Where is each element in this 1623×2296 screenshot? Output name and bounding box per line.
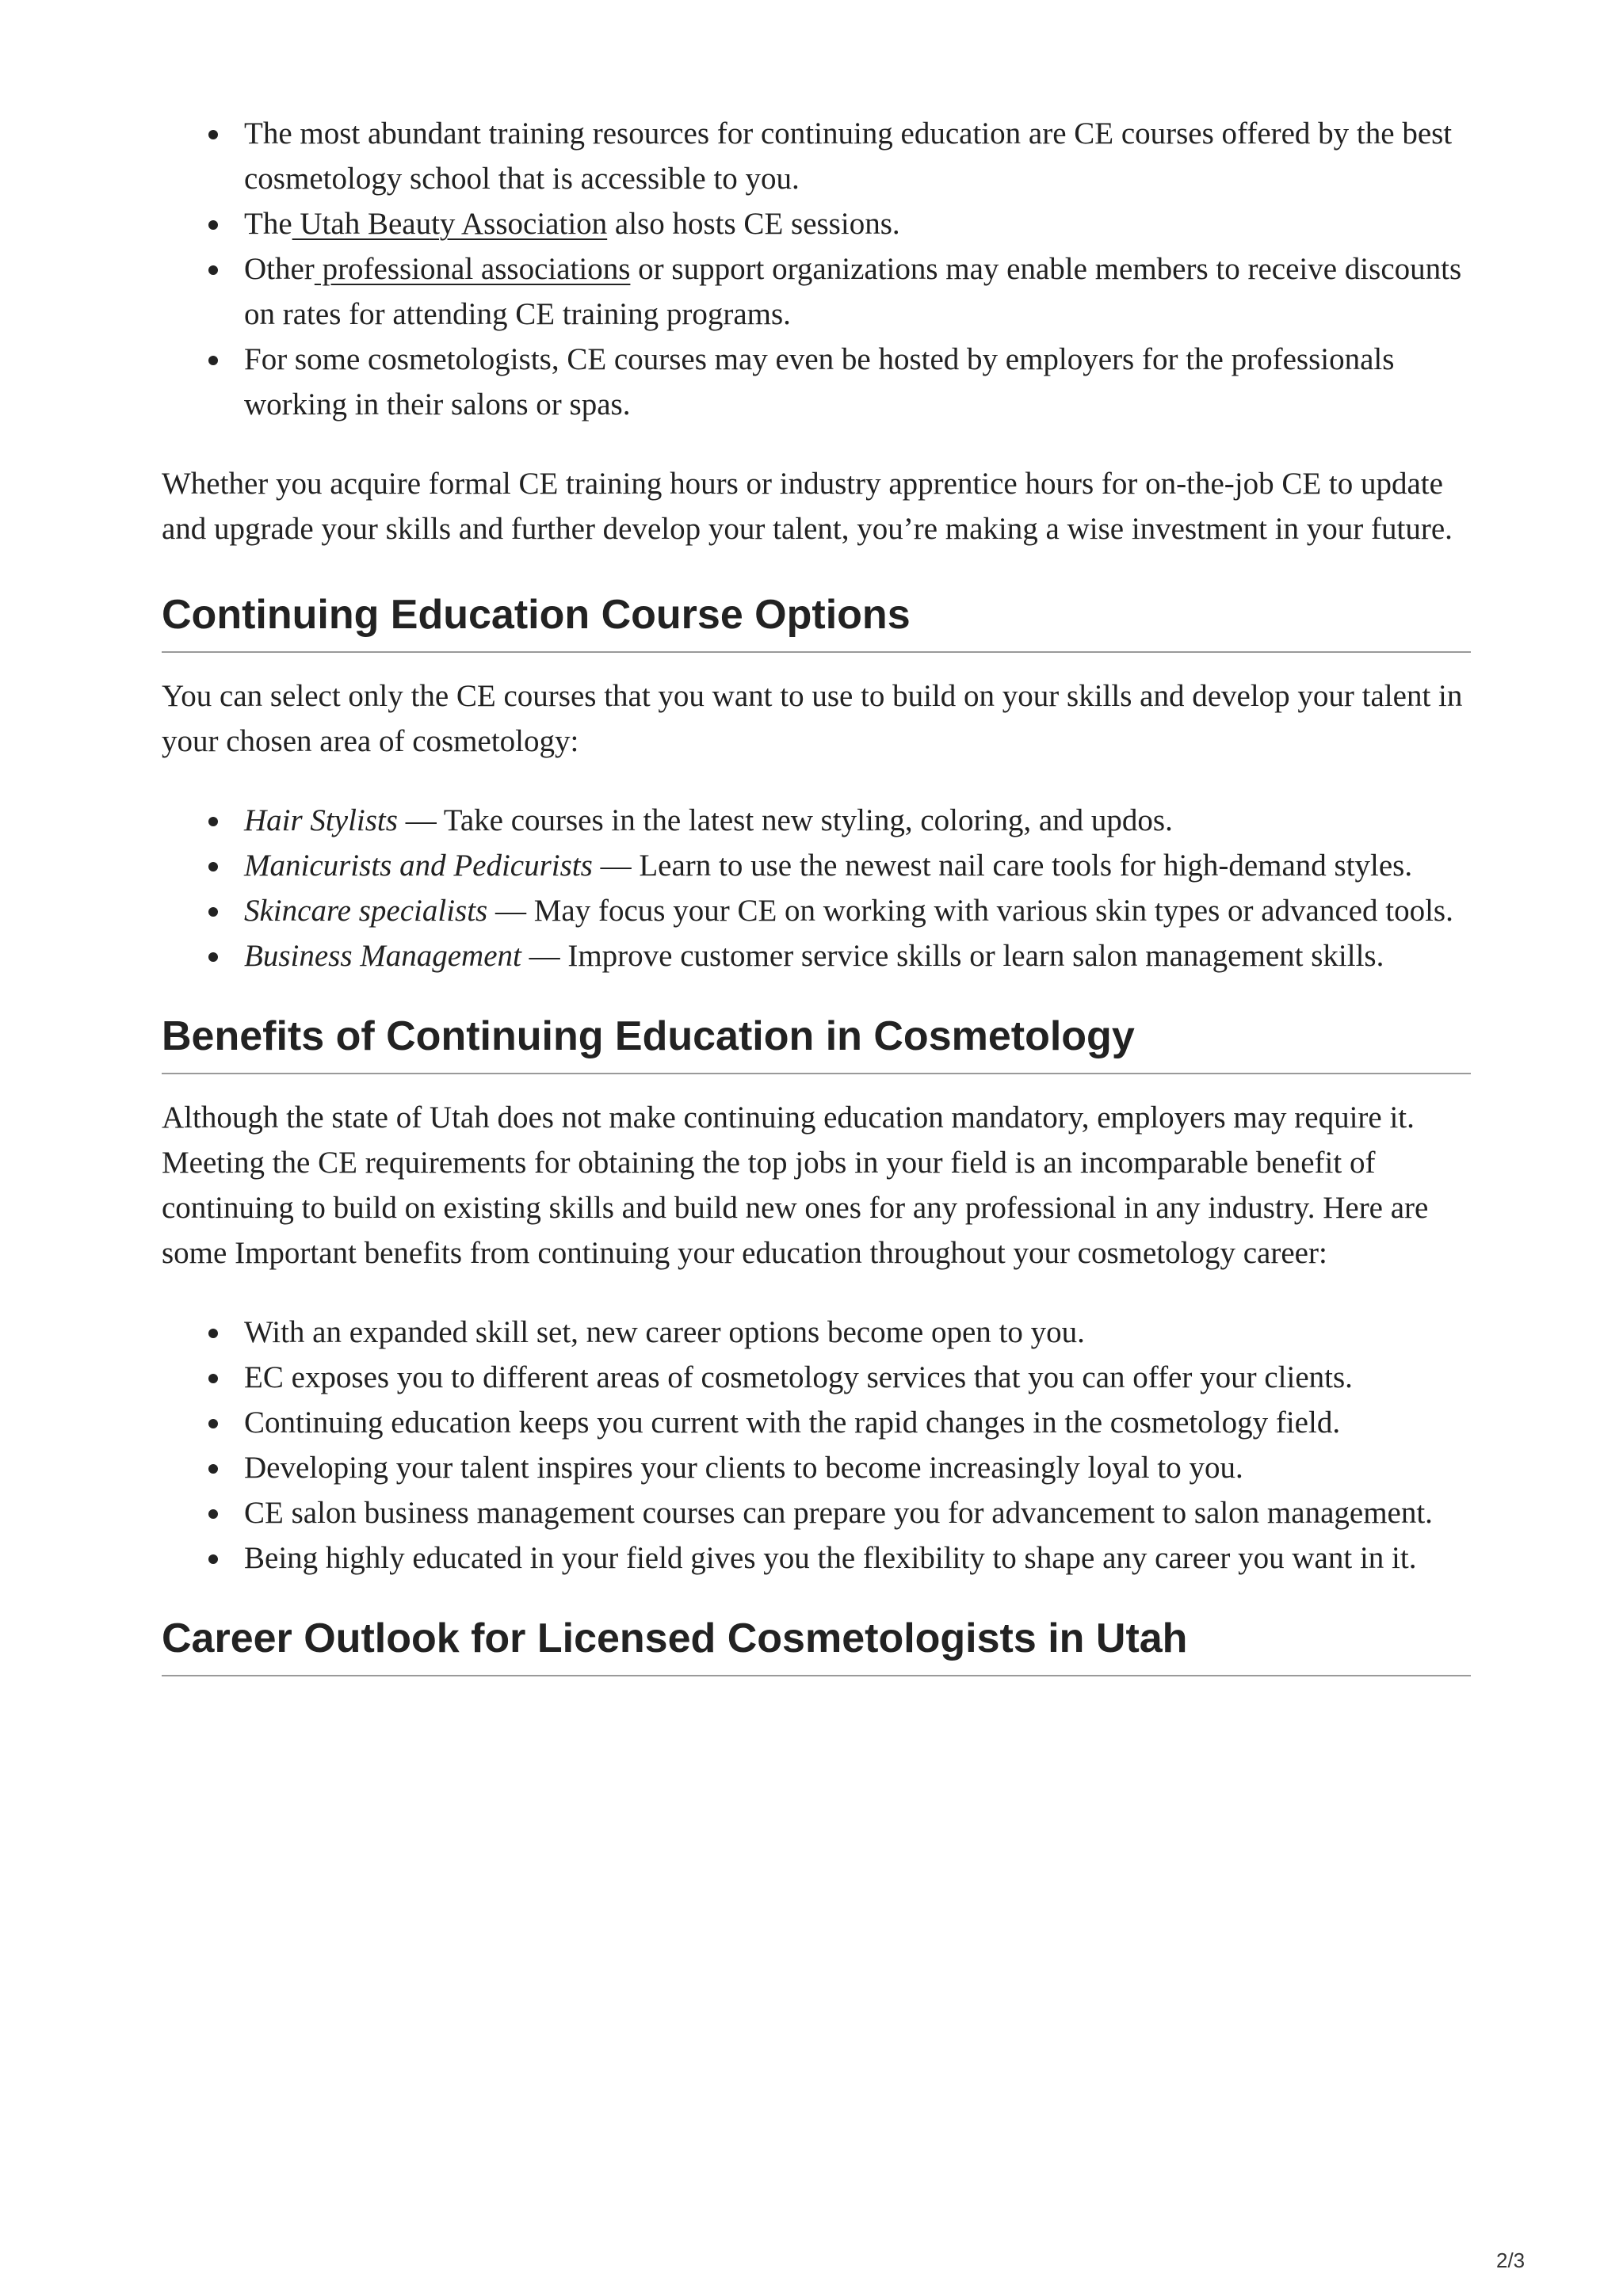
course-term: Hair Stylists [244,803,398,837]
benefits-list [162,1310,1471,1581]
utah-beauty-association-link[interactable]: Utah Beauty Association [292,207,608,241]
course-term: Manicurists and Pedicurists [244,849,593,883]
list-item [244,1355,1471,1400]
heading-career-outlook: Career Outlook for Licensed Cosmetologists in Utah [162,1615,1471,1676]
course-options-list [162,798,1471,978]
list-item-text: also hosts CE sessions. [607,207,900,241]
list-item-text: Developing your talent inspires your clients to become increasingly loyal to you. [244,1451,1243,1485]
list-item [244,798,1471,843]
list-item [244,888,1471,933]
list-item-text: The most abundant training resources for continuing education are CE courses offered by the best cosmetology school that is accessible to you. [244,116,1453,196]
course-description: — Take courses in the latest new styling, coloring, and updos. [397,803,1173,837]
list-item-text: Continuing education keeps you current with the rapid changes in the cosmetology field. [244,1405,1341,1440]
course-description: — Learn to use the newest nail care tools for high-demand styles. [592,849,1413,883]
page-number: 2/3 [1496,2248,1526,2272]
professional-associations-link[interactable]: professional associations [314,252,631,286]
list-item-text: EC exposes you to different areas of cosmetology services that you can offer your clients. [244,1360,1353,1394]
course-options-paragraph: You can select only the CE courses that you want to use to build on your skills and develop your talent in your chosen area of cosmetology: [162,679,1463,758]
list-item [244,843,1471,888]
list-item-text: CE salon business management courses can prepare you for advancement to salon management. [244,1496,1433,1530]
list-item [244,246,1471,337]
list-item [244,337,1471,427]
list-item-text: Being highly educated in your field gives you the flexibility to shape any career you want in it. [244,1541,1417,1575]
heading-benefits: Benefits of Continuing Education in Cosmetology [162,1013,1471,1074]
course-term: Skincare specialists [244,894,488,928]
list-item [244,1445,1471,1490]
list-item [244,1490,1471,1535]
list-item-text: For some cosmetologists, CE courses may even be hosted by employers for the professionals working in their salons or spas. [244,342,1395,421]
benefits-paragraph: Although the state of Utah does not make continuing education mandatory, employers may require it. Meeting the CE requirements for obtaining the top jobs in your field is an incomparable benefit of continuing to build on existing skills and build new ones for any professional in any industry. Here are some Important benefits from continuing your education throughout your cosmetology career: [162,1100,1429,1270]
list-item [244,111,1471,201]
heading-course-options: Continuing Education Course Options [162,591,1471,653]
intro-paragraph: Whether you acquire formal CE training hours or industry apprentice hours for on-the-job CE to update and upgrade your skills and further develop your talent, you’re making a wise investment in your future. [162,467,1453,546]
list-item-text: Other [244,252,315,286]
course-description: — May focus your CE on working with various skin types or advanced tools. [487,894,1453,928]
list-item-text: With an expanded skill set, new career options become open to you. [244,1315,1085,1349]
course-term: Business Management [244,939,521,973]
course-description: — Improve customer service skills or learn salon management skills. [521,939,1384,973]
document-body [162,111,1471,1676]
intro-bullet-list [162,111,1471,427]
list-item [244,1535,1471,1581]
list-item-text: The [244,207,292,241]
list-item [244,201,1471,246]
list-item [244,1400,1471,1445]
list-item-text: or support organizations may enable members to receive discounts on rates for attending CE training programs. [244,252,1462,331]
list-item [244,933,1471,978]
list-item [244,1310,1471,1355]
